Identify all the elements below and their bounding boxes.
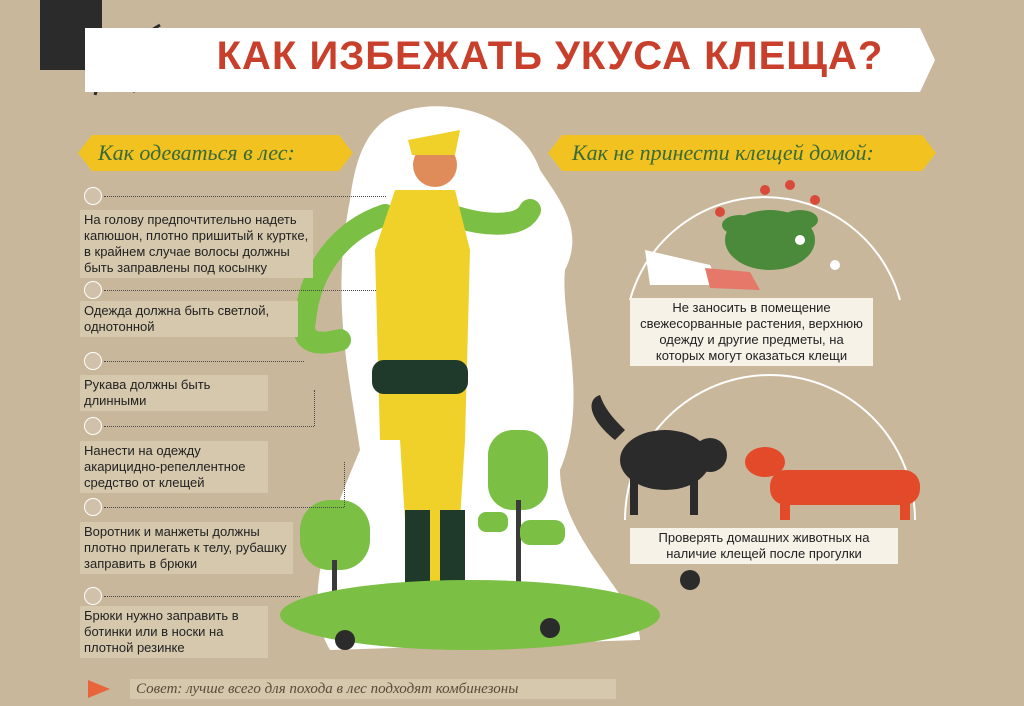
white-blob — [318, 106, 640, 650]
shirt-icon — [84, 281, 102, 299]
tip-collar: Воротник и манжеты должны плотно прилегать к телу, рубашку заправить в брюки — [80, 522, 293, 574]
trousers-icon — [84, 587, 102, 605]
advice-arrow — [88, 680, 110, 698]
tip-plants: Не заносить в помещение свежесорванные растения, верхнюю одежду и другие предметы, на которых могут оказаться клещи — [630, 298, 873, 366]
cat-figure — [592, 395, 727, 515]
tip-shirt: Одежда должна быть светлой, однотонной — [80, 301, 298, 337]
tip-spray: Нанести на одежду акарицидно-репеллентное средство от клещей — [80, 441, 268, 493]
sleeve-icon — [84, 352, 102, 370]
left-section-heading: Как одеваться в лес: — [98, 140, 295, 165]
collar-icon — [84, 498, 102, 516]
page-title: КАК ИЗБЕЖАТЬ УКУСА КЛЕЩА? — [216, 34, 884, 78]
dog-figure — [745, 447, 920, 520]
tip-hood: На голову предпочтительно надеть капюшон, плотно пришитый к куртке, в крайнем случае волосы должны быть заправлены под косынку — [80, 210, 313, 278]
ammo-belt — [372, 360, 468, 394]
right-section-heading: Как не принести клещей домой: — [572, 140, 874, 165]
hood-icon — [84, 187, 102, 205]
tip-trousers: Брюки нужно заправить в ботинки или в носки на плотной резинке — [80, 606, 268, 658]
tip-pets: Проверять домашних животных на наличие клещей после прогулки — [630, 528, 898, 564]
tip-sleeve: Рукава должны быть длинными — [80, 375, 268, 411]
advice-text: Совет: лучше всего для похода в лес подходят комбинезоны — [130, 679, 616, 699]
spray-icon — [84, 417, 102, 435]
